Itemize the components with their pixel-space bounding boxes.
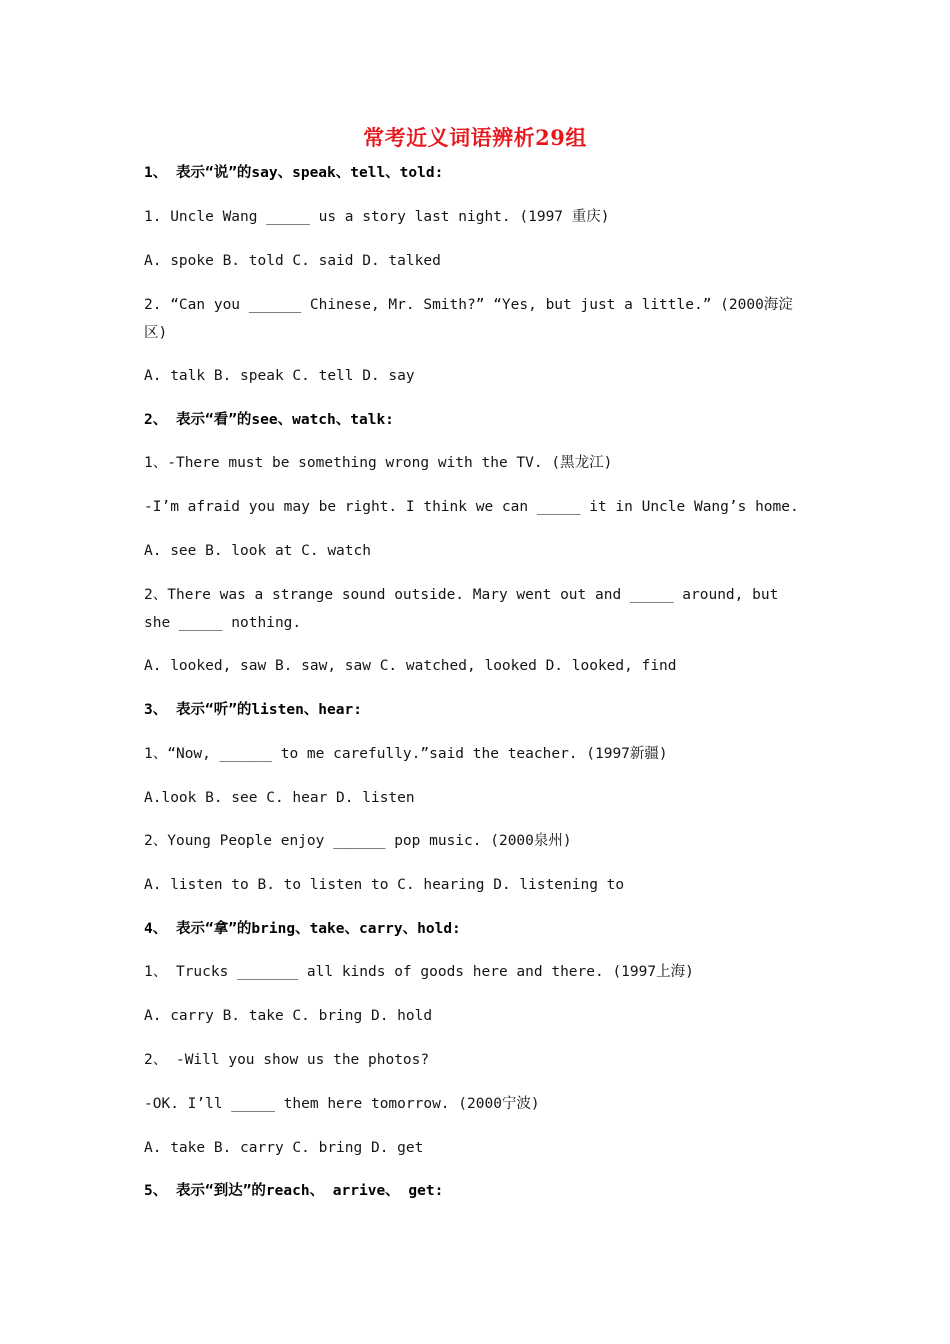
question-text: -OK. I’ll _____ them here tomorrow. (2000宁波) (144, 1096, 540, 1112)
document-title: 常考近义词语辨析29组 (363, 125, 587, 150)
question-text: -I’m afraid you may be right. I think we can _____ it in Uncle Wang’s home. (144, 499, 799, 515)
question-text: 2、 -Will you show us the photos? (144, 1052, 430, 1068)
answer-options: A. looked, saw B. saw, saw C. watched, looked D. looked, find (144, 658, 677, 674)
question-text: 1、“Now, ______ to me carefully.”said the teacher. (1997新疆) (144, 746, 668, 762)
section-heading-5: 5、 表示“到达”的reach、 arrive、 get: (144, 1183, 444, 1199)
answer-options: A. spoke B. told C. said D. talked (144, 253, 441, 269)
section-heading-3: 3、 表示“听”的listen、hear: (144, 702, 362, 718)
question-text: 2、There was a strange sound outside. Mary went out and _____ around, but she _____ nothing. (144, 587, 788, 631)
question-text: 1、 Trucks _______ all kinds of goods here and there. (1997上海) (144, 964, 694, 980)
answer-options: A.look B. see C. hear D. listen (144, 790, 415, 806)
question-text: 1. Uncle Wang _____ us a story last night. (1997 重庆) (144, 209, 610, 225)
question-text: 2、Young People enjoy ______ pop music. (2000泉州) (144, 833, 572, 849)
answer-options: A. take B. carry C. bring D. get (144, 1140, 424, 1156)
answer-options: A. talk B. speak C. tell D. say (144, 368, 415, 384)
answer-options: A. carry B. take C. bring D. hold (144, 1008, 433, 1024)
answer-options: A. see B. look at C. watch (144, 543, 371, 559)
question-text: 2. “Can you ______ Chinese, Mr. Smith?” “Yes, but just a little.” (2000海淀区) (144, 297, 793, 341)
question-text: 1、-There must be something wrong with the TV. (黑龙江) (144, 455, 613, 471)
answer-options: A. listen to B. to listen to C. hearing D. listening to (144, 877, 625, 893)
section-heading-2: 2、 表示“看”的see、watch、talk: (144, 412, 394, 428)
section-heading-4: 4、 表示“拿”的bring、take、carry、hold: (144, 921, 461, 937)
section-heading-1: 1、 表示“说”的say、speak、tell、told: (144, 165, 444, 181)
